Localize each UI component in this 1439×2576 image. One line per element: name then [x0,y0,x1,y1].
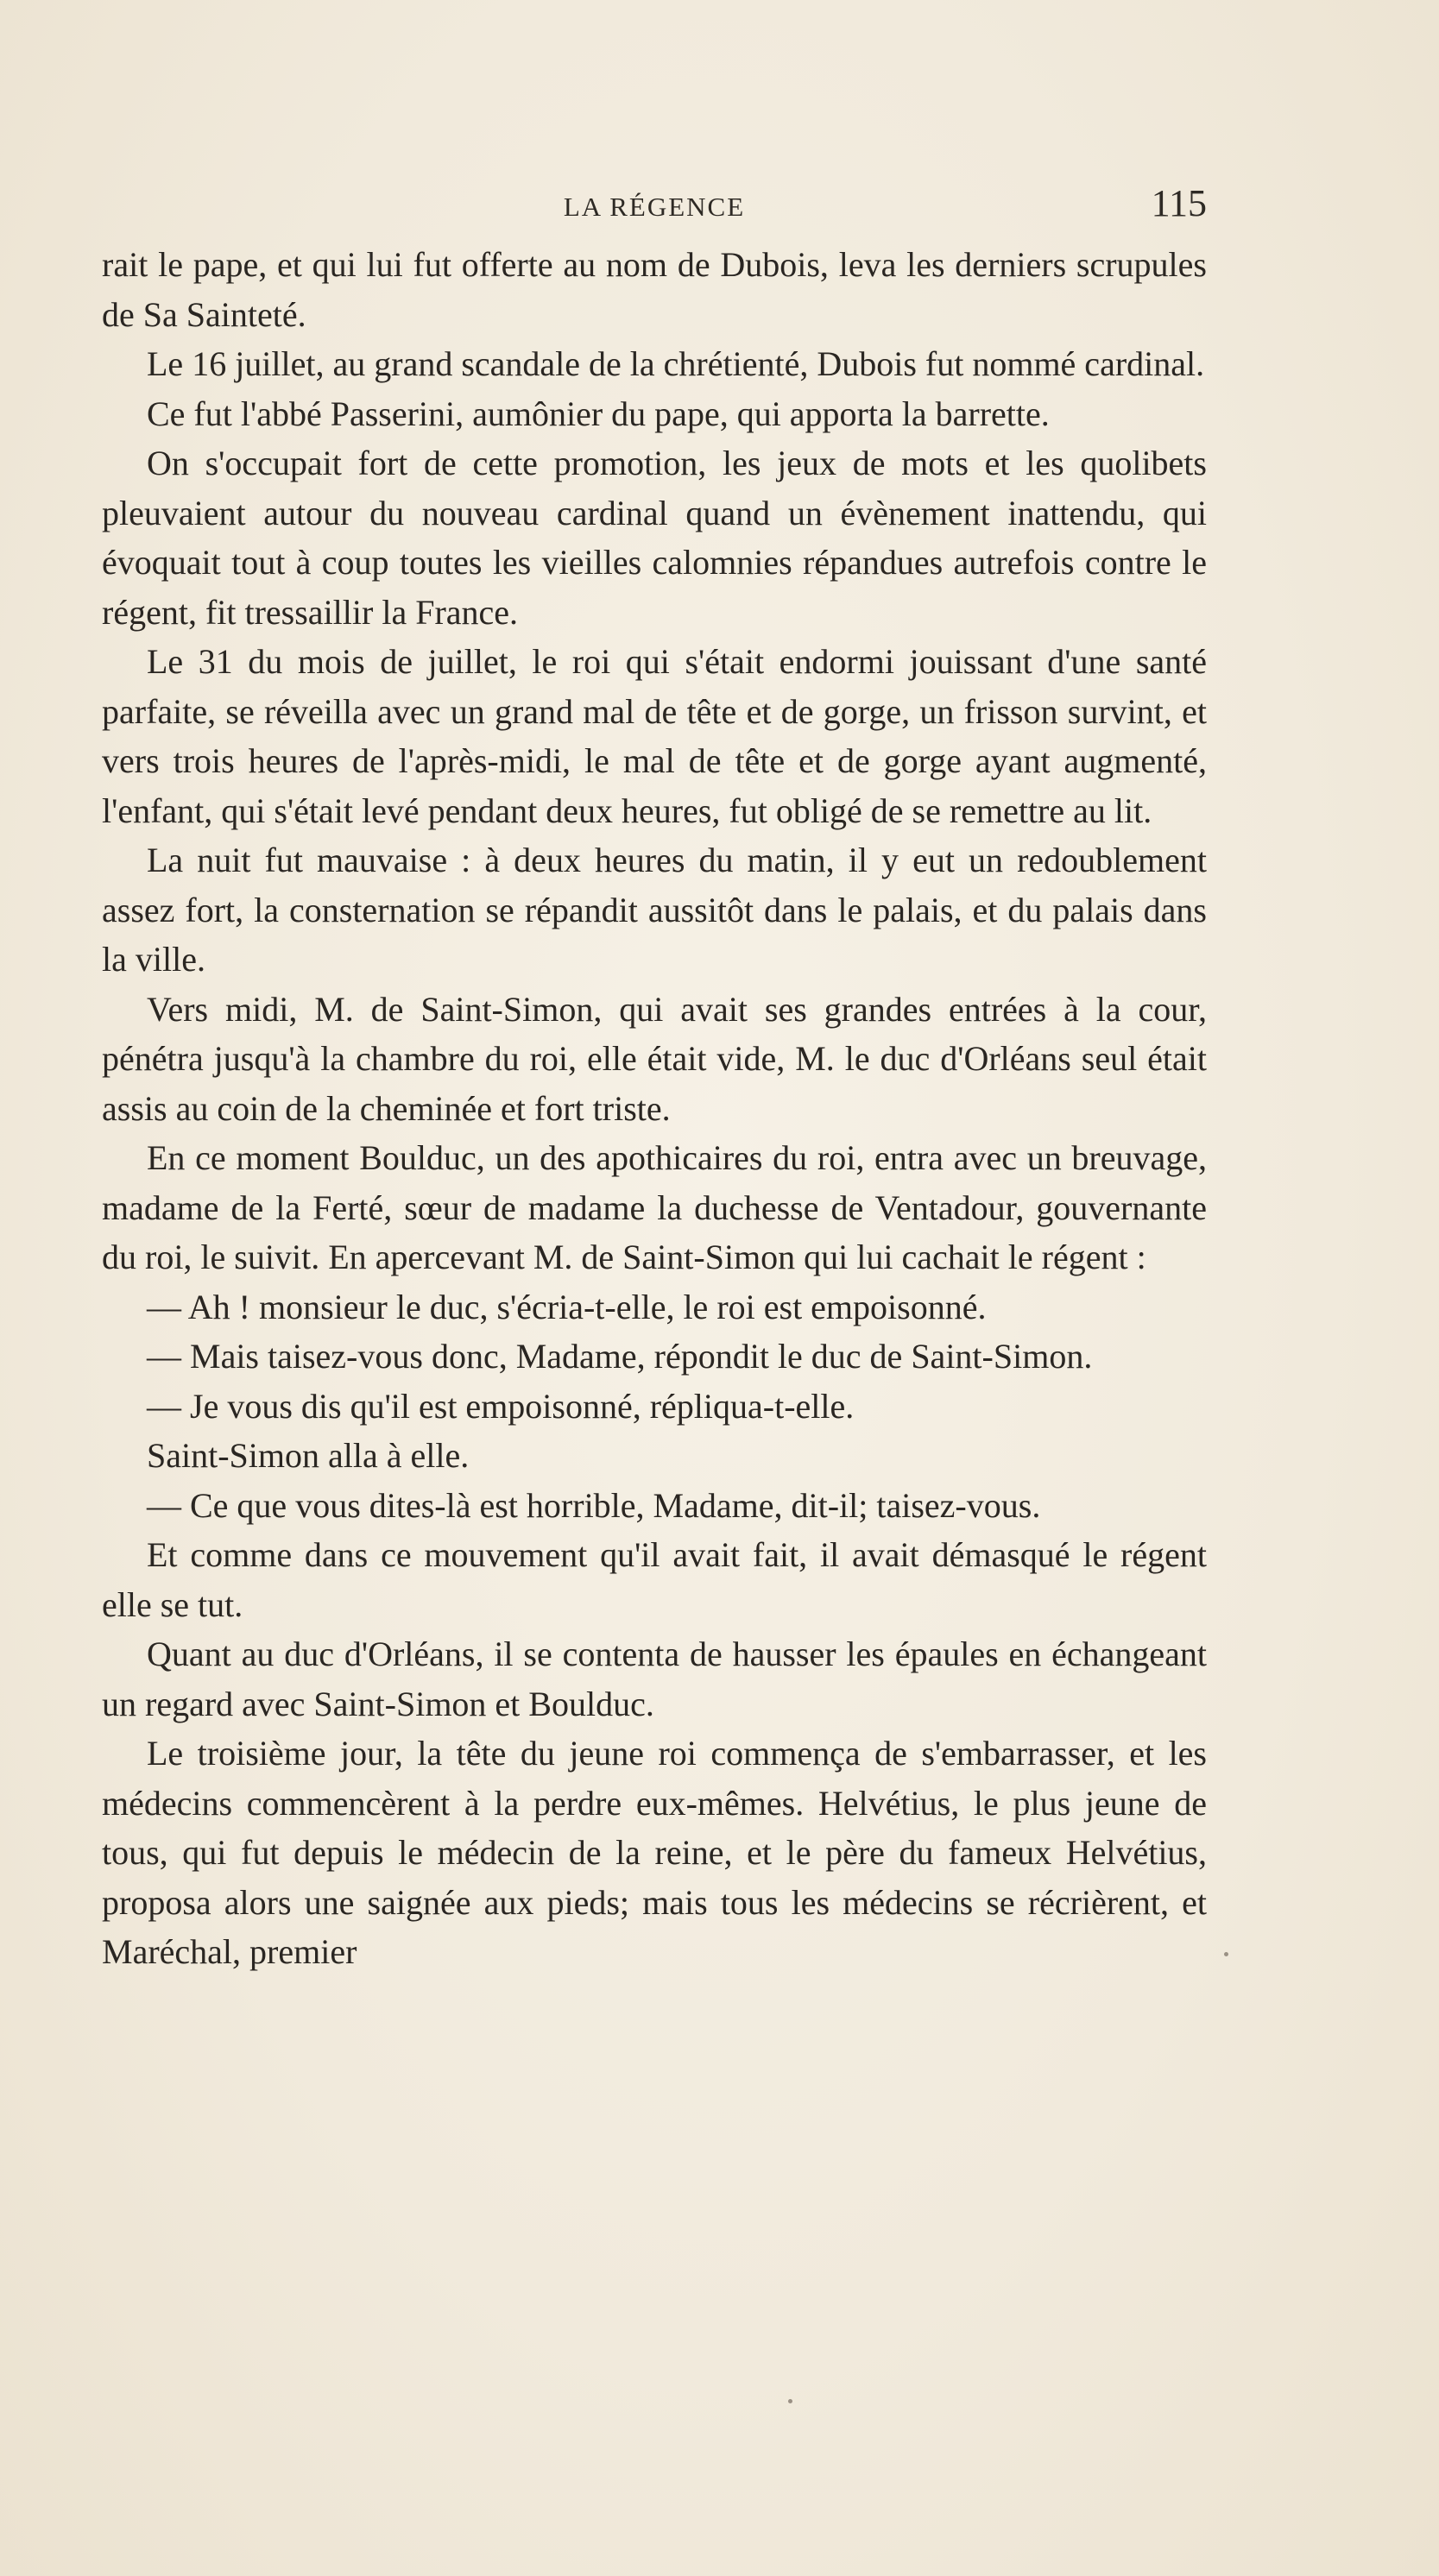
paragraph: Saint-Simon alla à elle. [147,1436,470,1475]
paragraph: Vers midi, M. de Saint-Simon, qui avait ses grandes entrées à la cour, pénétra jusqu'à la chambre du roi, elle était vide, M. le duc d'Orléans seul était assis au coin de la cheminée et fort triste. [102,989,1207,1128]
paragraph: Le 16 juillet, au grand scandale de la chrétienté, Dubois fut nommé cardinal. [147,344,1205,383]
paragraph: En ce moment Boulduc, un des apothicaires du roi, entra avec un breuvage, madame de la Ferté, sœur de madame la duchesse de Ventadour, gouvernante du roi, le suivit. En apercevant M. de Saint-Simon qui lui cachait le régent : [102,1138,1207,1276]
paragraph: Et comme dans ce mouvement qu'il avait fait, il avait démasqué le régent elle se tut. [102,1535,1207,1624]
dialogue-line: — Je vous dis qu'il est empoisonné, répliqua-t-elle. [147,1386,855,1426]
body-text [102,240,1207,1977]
paragraph: Le troisième jour, la tête du jeune roi commença de s'embarrasser, et les médecins commencèrent à la perdre eux-mêmes. Helvétius, le plus jeune de tous, qui fut depuis le médecin de la reine, et le père du fameux Helvétius, proposa alors une saignée aux pieds; mais tous les médecins se récrièrent, et Maréchal, premier [102,1734,1207,1971]
page-header [102,181,1207,233]
paragraph: La nuit fut mauvaise : à deux heures du matin, il y eut un redoublement assez fort, la consternation se répandit aussitôt dans le palais, et du palais dans la ville. [102,841,1207,979]
paragraph: Le 31 du mois de juillet, le roi qui s'était endormi jouissant d'une santé parfaite, se réveilla avec un grand mal de tête et de gorge, un frisson survint, et vers trois heures de l'après-midi, le mal de tête et de gorge ayant augmenté, l'enfant, qui s'était levé pendant deux heures, fut obligé de se remettre au lit. [102,642,1207,830]
paragraph: Ce fut l'abbé Passerini, aumônier du pape, qui apporta la barrette. [147,394,1050,433]
paragraph: Quant au duc d'Orléans, il se contenta de hausser les épaules en échangeant un regard avec Saint-Simon et Boulduc. [102,1634,1207,1723]
dialogue-line: — Ce que vous dites-là est horrible, Madame, dit-il; taisez-vous. [147,1485,1041,1525]
paper-speck [788,2399,792,2403]
running-title: LA RÉGENCE [563,192,746,222]
paper-speck [1224,1952,1228,1956]
paragraph: On s'occupait fort de cette promotion, les jeux de mots et les quolibets pleuvaient autour du nouveau cardinal quand un évènement inattendu, qui évoquait tout à coup toutes les vieilles calomnies répandues autrefois contre le régent, fit tressaillir la France. [102,444,1207,632]
dialogue-line: — Ah ! monsieur le duc, s'écria-t-elle, le roi est empoisonné. [147,1287,987,1326]
dialogue-line: — Mais taisez-vous donc, Madame, répondit le duc de Saint-Simon. [147,1337,1093,1376]
paragraph: rait le pape, et qui lui fut offerte au nom de Dubois, leva les derniers scrupules de Sa Sainteté. [102,245,1207,334]
page-number: 115 [1151,182,1207,224]
